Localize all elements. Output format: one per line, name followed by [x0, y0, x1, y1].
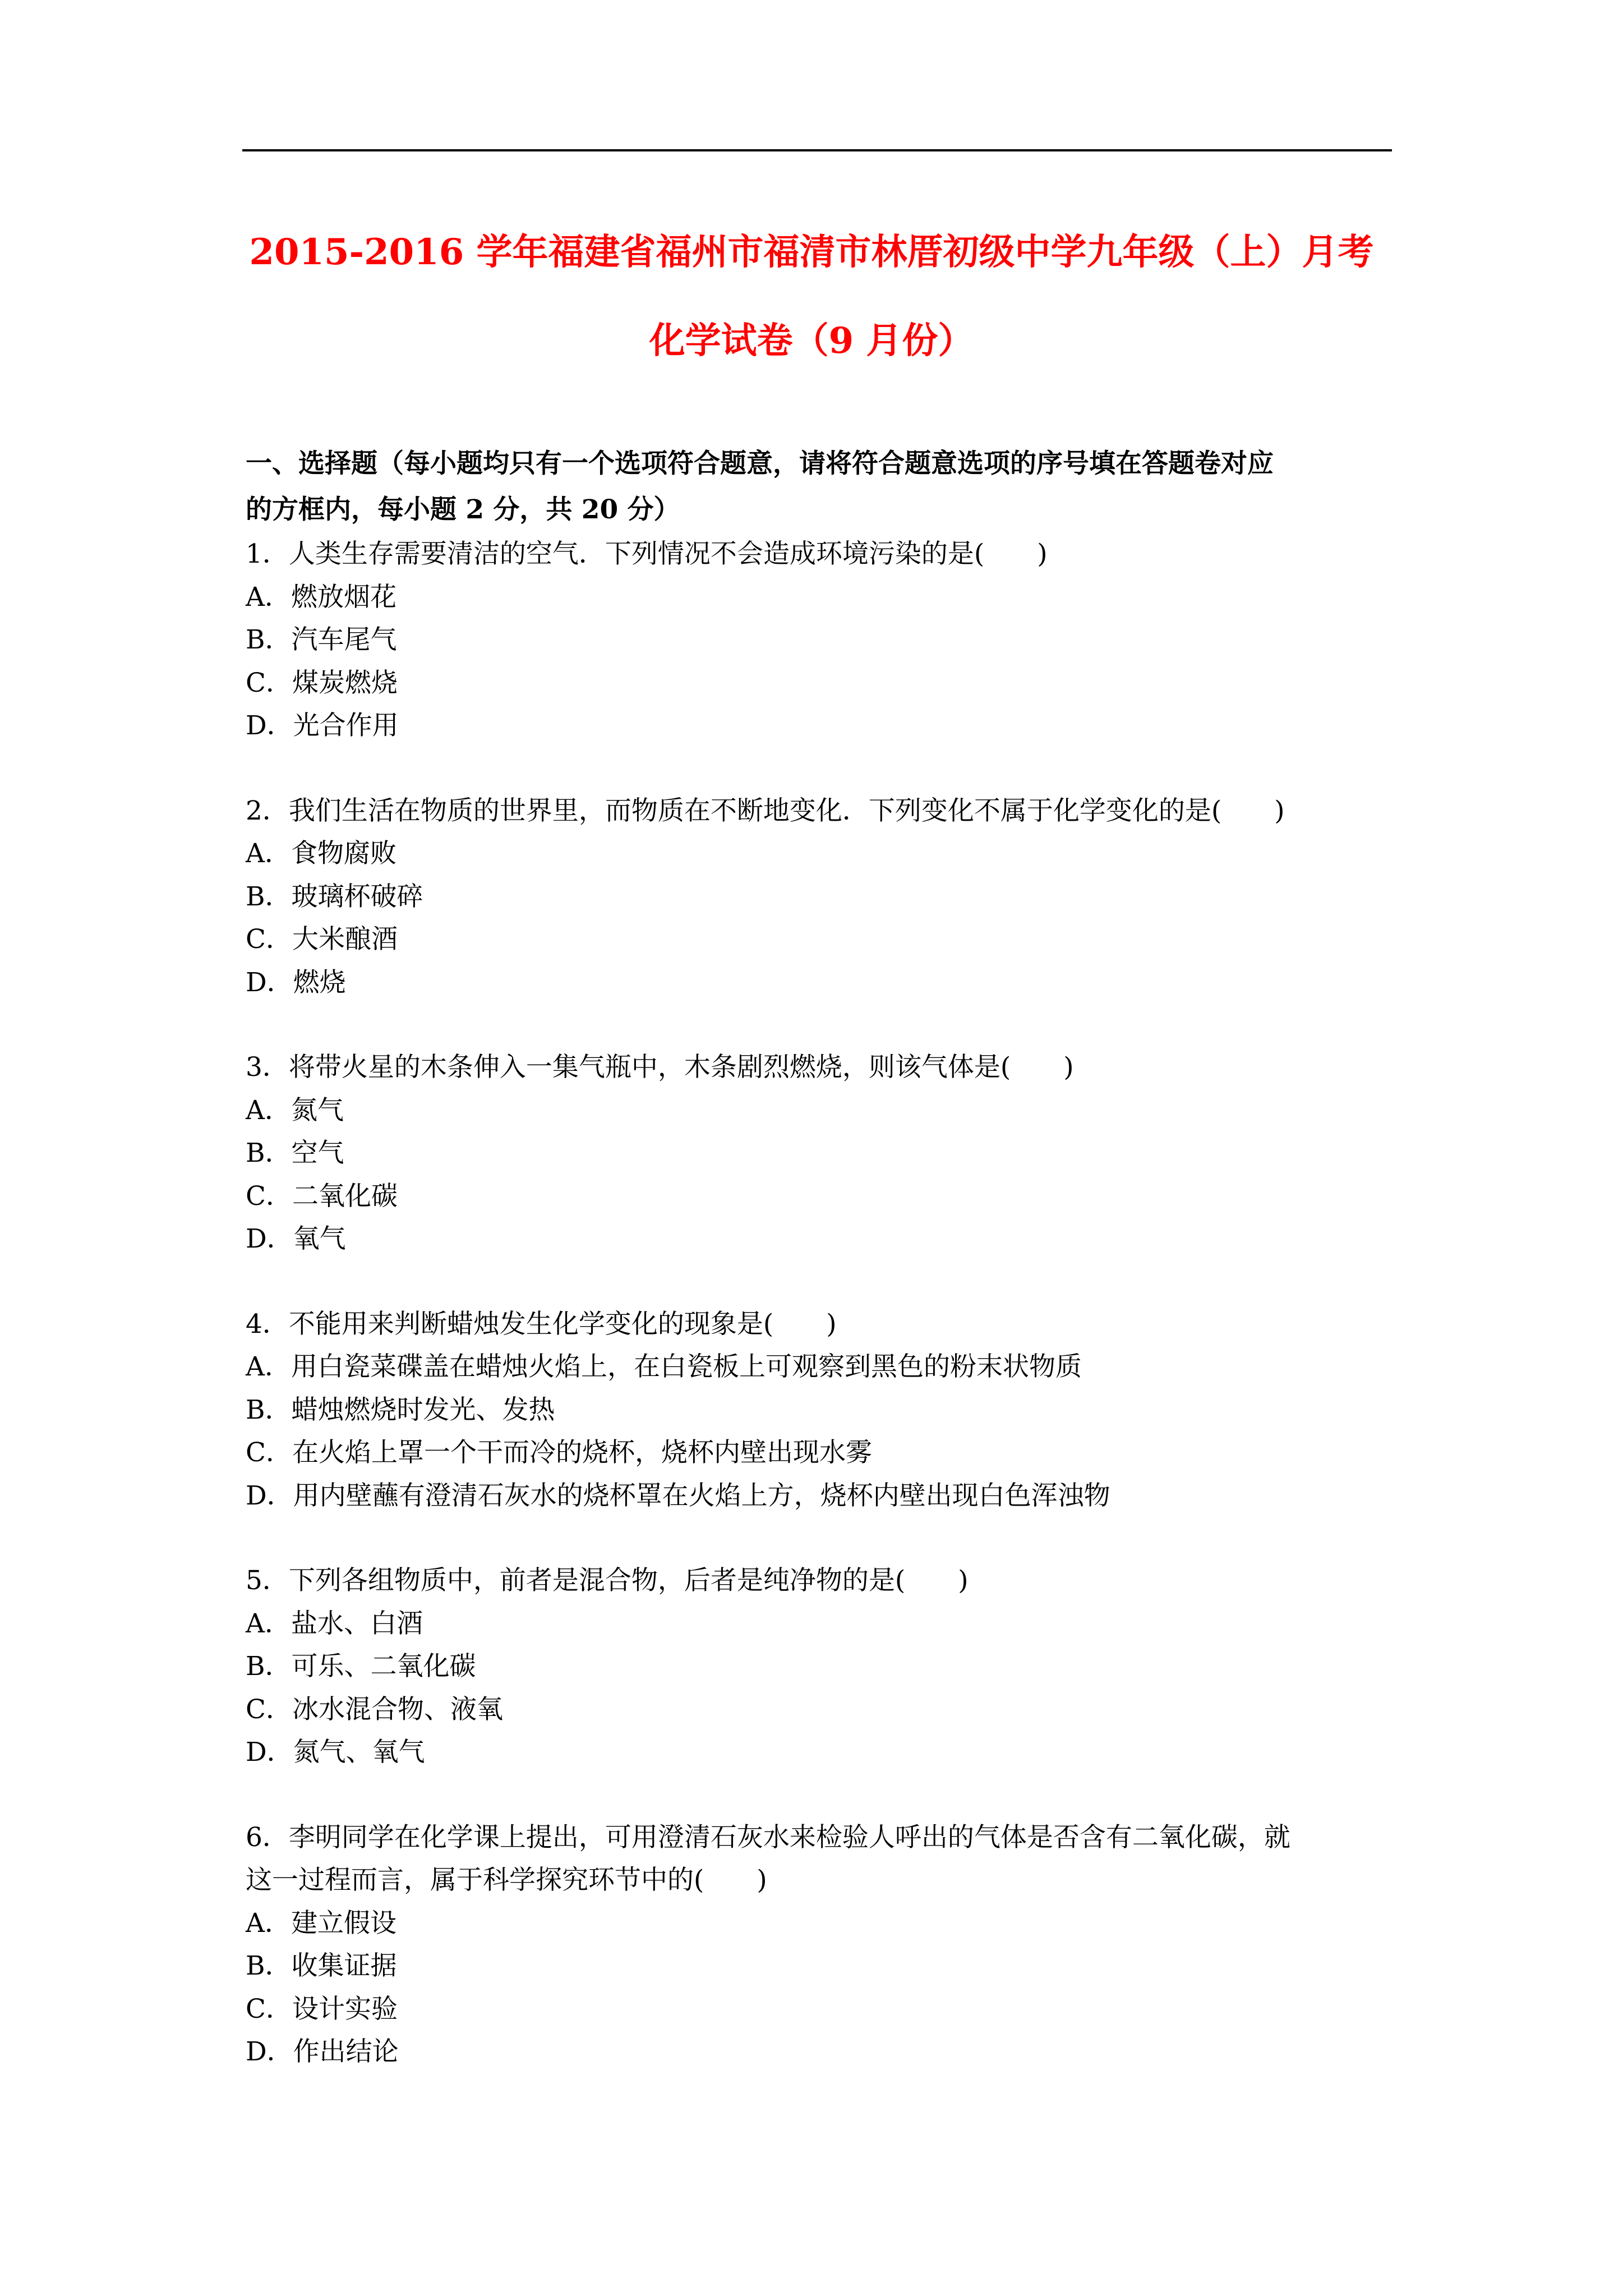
question-2 — [246, 790, 1401, 1005]
option-c: C．冰水混合物、液氧 — [246, 1694, 503, 1725]
option-b: B．玻璃杯破碎 — [246, 881, 423, 912]
option-b: B．收集证据 — [246, 1950, 397, 1981]
question-stem: 2．我们生活在物质的世界里，而物质在不断地变化．下列变化不属于化学变化的是( ) — [246, 795, 1285, 826]
option-a: A．食物腐败 — [246, 838, 396, 869]
question-6 — [246, 1816, 1401, 2074]
document-title-line-1: 2015-2016 学年福建省福州市福清市林厝初级中学九年级（上）月考 — [249, 231, 1374, 273]
question-stem: 5．下列各组物质中，前者是混合物，后者是纯净物的是( ) — [246, 1565, 969, 1596]
question-5 — [246, 1559, 1401, 1774]
option-c: C．煤炭燃烧 — [246, 667, 398, 698]
document-title-line-2: 化学试卷（9 月份） — [649, 320, 974, 362]
option-d: D．氧气 — [246, 1223, 346, 1254]
question-stem: 这一过程而言，属于科学探究环节中的( ) — [246, 1865, 767, 1895]
option-a: A．用白瓷菜碟盖在蜡烛火焰上，在白瓷板上可观察到黑色的粉末状物质 — [246, 1351, 1082, 1382]
question-stem: 1．人类生存需要清洁的空气．下列情况不会造成环境污染的是( ) — [246, 539, 1048, 569]
question-stem: 3．将带火星的木条伸入一集气瓶中，木条剧烈燃烧，则该气体是( ) — [246, 1052, 1074, 1083]
option-d: D．氮气、氧气 — [246, 1737, 425, 1768]
option-b: B．空气 — [246, 1138, 344, 1168]
option-d: D．作出结论 — [246, 2036, 399, 2067]
question-list — [246, 533, 1401, 2116]
section-heading-line: 一、选择题（每小题均只有一个选项符合题意，请将符合题意选项的序号填在答题卷对应 — [246, 448, 1274, 479]
option-c: C．设计实验 — [246, 1993, 398, 2024]
option-a: A．建立假设 — [246, 1907, 396, 1939]
option-b: B．汽车尾气 — [246, 624, 397, 655]
option-d: D．燃烧 — [246, 967, 346, 998]
option-a: A．盐水、白酒 — [246, 1608, 423, 1639]
header-rule — [242, 149, 1392, 151]
option-a: A．氮气 — [246, 1094, 344, 1126]
question-3 — [246, 1046, 1401, 1261]
question-4 — [246, 1303, 1401, 1518]
option-a: A．燃放烟花 — [246, 581, 396, 613]
option-c: C．在火焰上罩一个干而冷的烧杯，烧杯内壁出现水雾 — [246, 1437, 872, 1468]
option-d: D．用内壁蘸有澄清石灰水的烧杯罩在火焰上方，烧杯内壁出现白色浑浊物 — [246, 1480, 1110, 1511]
question-stem: 6．李明同学在化学课上提出，可用澄清石灰水来检验人呼出的气体是否含有二氧化碳，就 — [246, 1821, 1290, 1853]
question-1 — [246, 533, 1401, 748]
question-stem: 4．不能用来判断蜡烛发生化学变化的现象是( ) — [246, 1308, 837, 1340]
option-b: B．可乐、二氧化碳 — [246, 1651, 476, 1682]
option-c: C．大米酿酒 — [246, 924, 398, 955]
option-c: C．二氧化碳 — [246, 1180, 398, 1212]
option-d: D．光合作用 — [246, 710, 399, 741]
section-heading-line: 的方框内，每小题 2 分，共 20 分） — [246, 494, 680, 525]
section-heading — [246, 441, 1401, 533]
option-b: B．蜡烛燃烧时发光、发热 — [246, 1394, 555, 1425]
